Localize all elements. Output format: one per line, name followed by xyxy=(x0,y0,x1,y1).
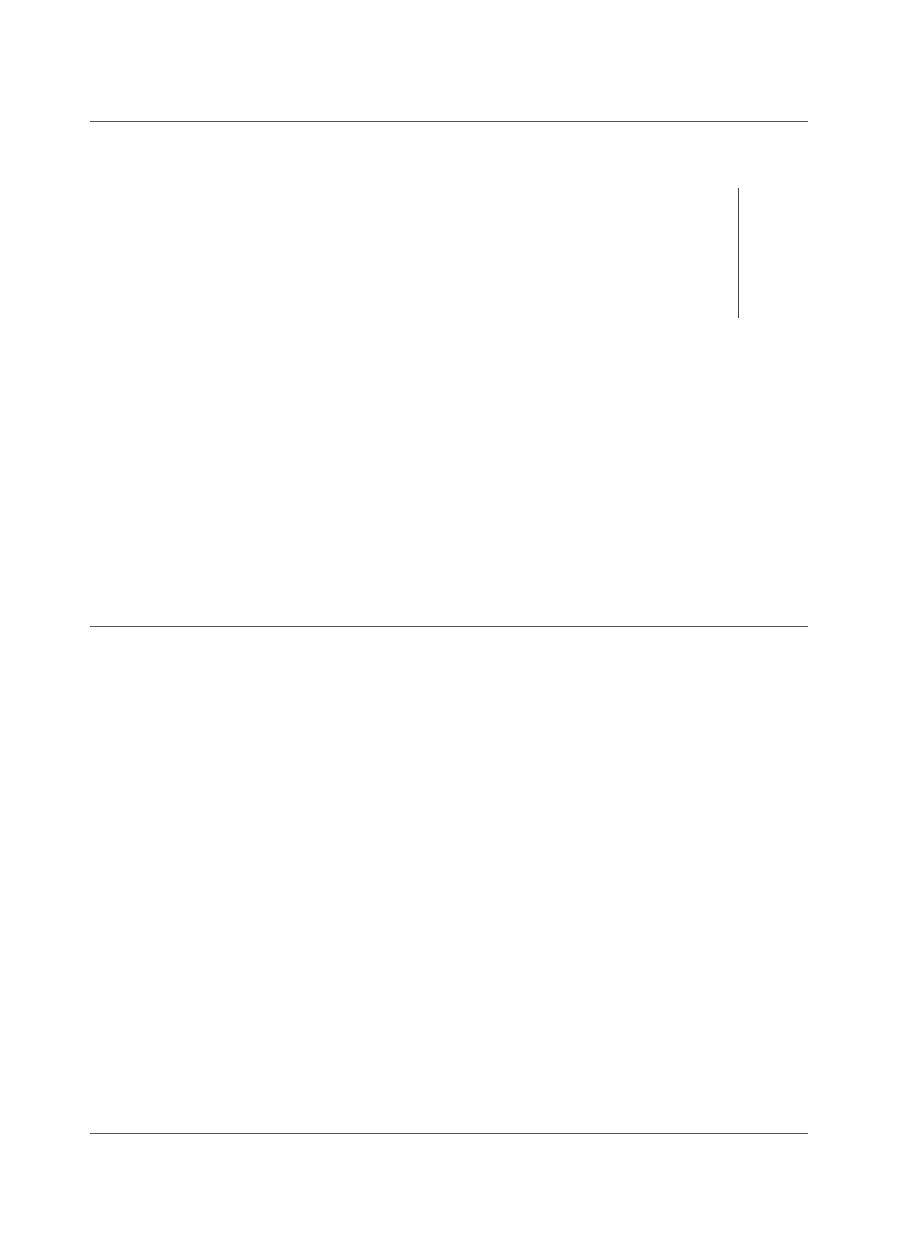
bottom-rule xyxy=(90,1133,808,1134)
footnote-separator xyxy=(738,188,739,318)
top-rule xyxy=(90,121,808,122)
middle-rule xyxy=(90,626,808,627)
